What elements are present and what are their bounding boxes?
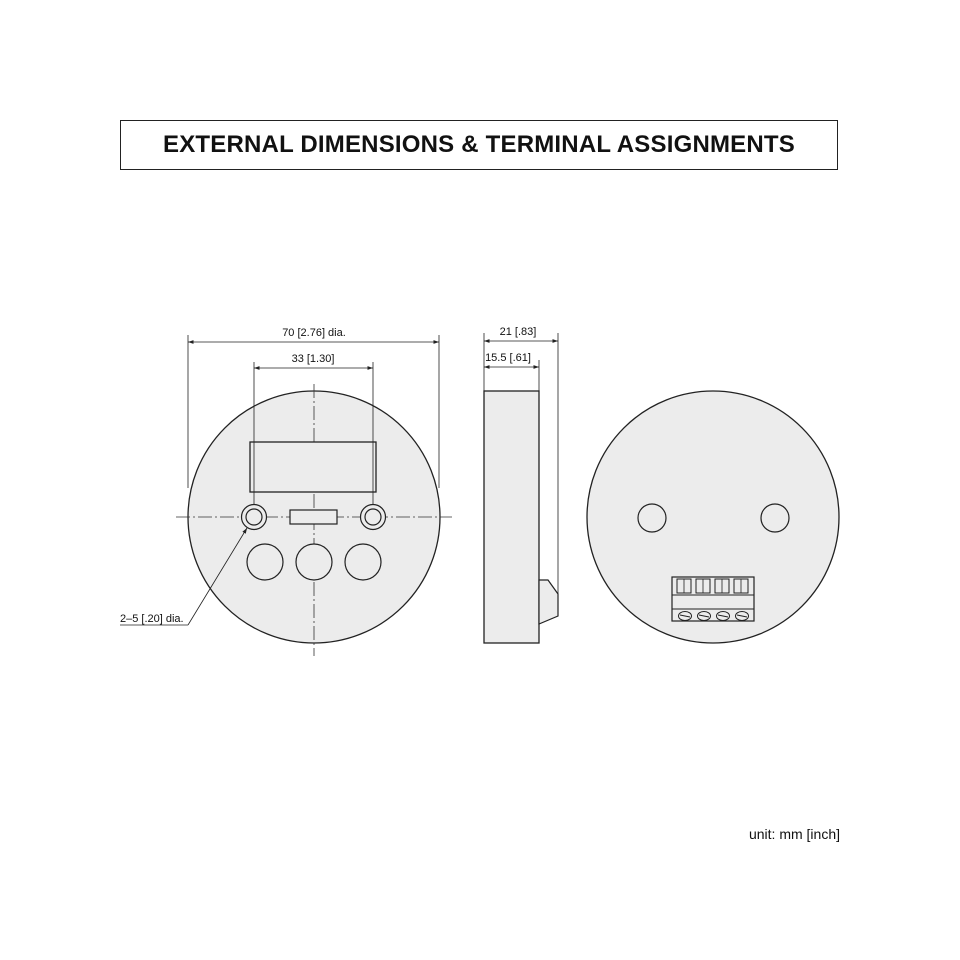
rear-hole-left [638,504,666,532]
dim-mount-holes-label: 2–5 [.20] dia. [120,613,184,625]
dim-total-depth-label: 21 [.83] [499,326,537,338]
dim-body-depth-label: 15.5 [.61] [485,352,531,364]
unit-note: unit: mm [inch] [748,826,840,842]
rear-view [587,391,839,643]
terminal-screw-3 [717,612,730,621]
terminal-screw-2 [698,612,711,621]
button-left [247,544,283,580]
dim-diameter-label: 70 [2.76] dia. [282,327,346,339]
dim-spacing-label: 33 [1.30] [291,353,335,365]
side-view [484,326,558,643]
terminal-screw-4 [736,612,749,621]
terminal-block [672,577,754,621]
indicator-slot [290,510,337,524]
rear-hole-right [761,504,789,532]
side-terminal-protrusion [539,580,558,624]
side-body [484,391,539,643]
mount-hole-left-inner [246,509,262,525]
display-window [250,442,376,492]
mount-hole-right-inner [365,509,381,525]
page-title: EXTERNAL DIMENSIONS & TERMINAL ASSIGNMENTS [162,131,795,158]
button-right [345,544,381,580]
button-center [296,544,332,580]
front-view [120,327,452,656]
terminal-screw-1 [679,612,692,621]
